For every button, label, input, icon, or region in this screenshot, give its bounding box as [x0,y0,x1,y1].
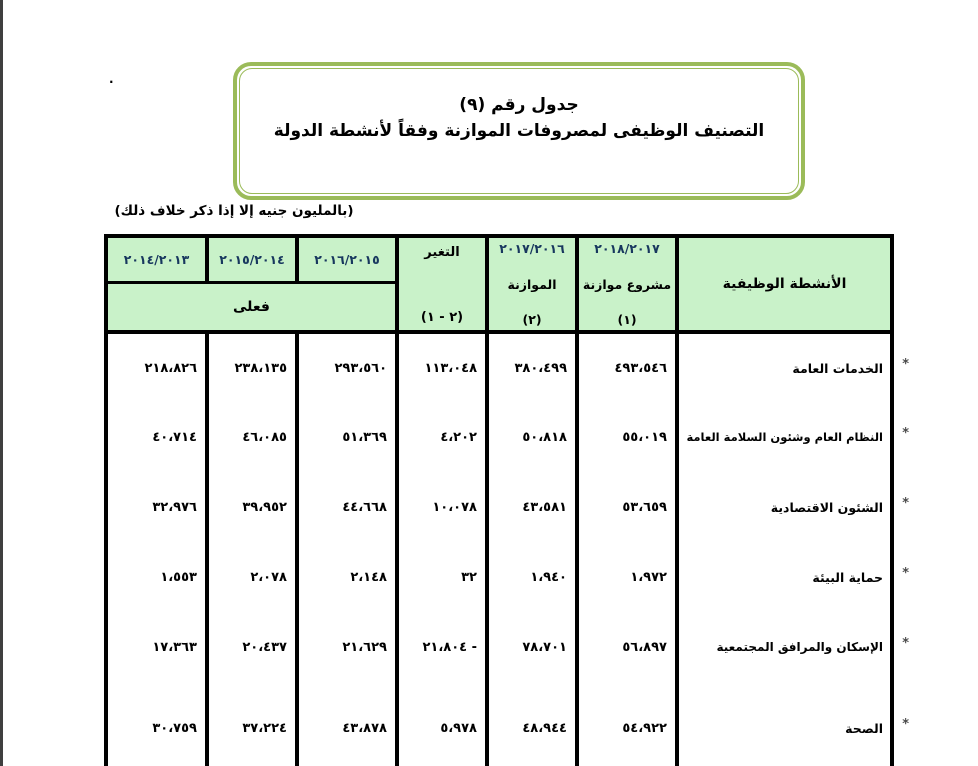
header-project-column [577,236,677,332]
cell-change: ٥،٩٧٨ [397,682,487,766]
cell-budget: ٧٨،٧٠١ [487,612,577,682]
table-row [106,332,892,402]
table-title-box [233,62,805,200]
header-year-2014-2013: ٢٠١٤/٢٠١٣ [106,236,207,282]
cell-change: ٤،٢٠٢ [397,402,487,472]
cell-project: ٤٩٣،٥٤٦ [577,332,677,402]
stray-dot-mark: . [109,72,114,86]
cell-budget: ٥٠،٨١٨ [487,402,577,472]
row-marker-asterisk: * [902,566,909,582]
cell-project: ٥٤،٩٢٢ [577,682,677,766]
row-label-general-services: * الخدمات العامة [677,332,892,402]
cell-budget: ٤٨،٩٤٤ [487,682,577,766]
cell-actual-2015-2016: ٢١،٦٢٩ [297,612,397,682]
cell-actual-2013-2014: ١٧،٣٦٣ [106,612,207,682]
cell-actual-2013-2014: ٢١٨،٨٢٦ [106,332,207,402]
row-label-housing-community: * الإسكان والمرافق المجتمعية [677,612,892,682]
cell-actual-2014-2015: ٤٦،٠٨٥ [207,402,297,472]
cell-actual-2015-2016: ٢،١٤٨ [297,542,397,612]
cell-project: ٥٥،٠١٩ [577,402,677,472]
cell-actual-2014-2015: ٣٧،٢٢٤ [207,682,297,766]
page-left-edge-line [0,0,3,766]
row-marker-asterisk: * [902,496,909,512]
row-marker-asterisk: * [902,636,909,652]
header-year-2016-2015: ٢٠١٦/٢٠١٥ [297,236,397,282]
row-marker-asterisk: * [902,717,909,733]
row-marker-asterisk: * [902,357,909,373]
table-row [106,472,892,542]
activities-label: الأنشطة الوظيفية [722,276,847,292]
cell-actual-2014-2015: ٣٩،٩٥٢ [207,472,297,542]
header-change-column [397,236,487,332]
table-row [106,402,892,472]
table-number-title: جدول رقم (٩) [459,95,579,115]
cell-actual-2013-2014: ٤٠،٧١٤ [106,402,207,472]
project-num: (١) [617,312,637,327]
cell-change: ٢١،٨٠٤ - [397,612,487,682]
table-row [106,682,892,766]
table-subject-title: التصنيف الوظيفى لمصروفات الموازنة وفقاً لأنشطة الدولة [273,121,765,141]
currency-unit-note: (بالمليون جنيه إلا إذا ذكر خلاف ذلك) [114,203,354,219]
row-marker-asterisk: * [902,426,909,442]
cell-actual-2014-2015: ٢٠،٤٣٧ [207,612,297,682]
cell-actual-2015-2016: ٢٩٣،٥٦٠ [297,332,397,402]
project-year: ٢٠١٨/٢٠١٧ [594,241,660,256]
header-budget-column [487,236,577,332]
cell-actual-2013-2014: ٣٢،٩٧٦ [106,472,207,542]
row-label-health: * الصحة [677,682,892,766]
row-label-environment-protection: * حماية البيئة [677,542,892,612]
cell-project: ٥٦،٨٩٧ [577,612,677,682]
cell-budget: ١،٩٤٠ [487,542,577,612]
project-label: مشروع موازنة [582,276,672,292]
budget-year: ٢٠١٧/٢٠١٦ [499,241,565,256]
change-label: التغير [424,245,460,260]
cell-actual-2013-2014: ١،٥٥٣ [106,542,207,612]
cell-actual-2014-2015: ٢،٠٧٨ [207,542,297,612]
table-row [106,612,892,682]
cell-actual-2015-2016: ٤٤،٦٦٨ [297,472,397,542]
table-row [106,542,892,612]
header-year-2015-2014: ٢٠١٥/٢٠١٤ [207,236,297,282]
cell-actual-2015-2016: ٤٣،٨٧٨ [297,682,397,766]
cell-project: ٥٣،٦٥٩ [577,472,677,542]
change-formula: (٢ - ١) [420,310,464,325]
cell-change: ١١٣،٠٤٨ [397,332,487,402]
cell-actual-2014-2015: ٢٣٨،١٣٥ [207,332,297,402]
budget-num: (٢) [522,312,542,327]
cell-change: ١٠،٠٧٨ [397,472,487,542]
cell-project: ١،٩٧٢ [577,542,677,612]
cell-budget: ٣٨٠،٤٩٩ [487,332,577,402]
cell-budget: ٤٣،٥٨١ [487,472,577,542]
header-activities-column [677,236,892,332]
table-title-box-inner [239,68,799,194]
cell-change: ٣٢ [397,542,487,612]
row-label-public-order-safety: * النظام العام وشئون السلامة العامة [677,402,892,472]
row-label-economic-affairs: * الشئون الاقتصادية [677,472,892,542]
budget-label: الموازنة [507,276,557,292]
cell-actual-2015-2016: ٥١،٣٦٩ [297,402,397,472]
budget-table [104,234,909,766]
header-actual-merged: فعلى [106,282,397,332]
cell-actual-2013-2014: ٣٠،٧٥٩ [106,682,207,766]
